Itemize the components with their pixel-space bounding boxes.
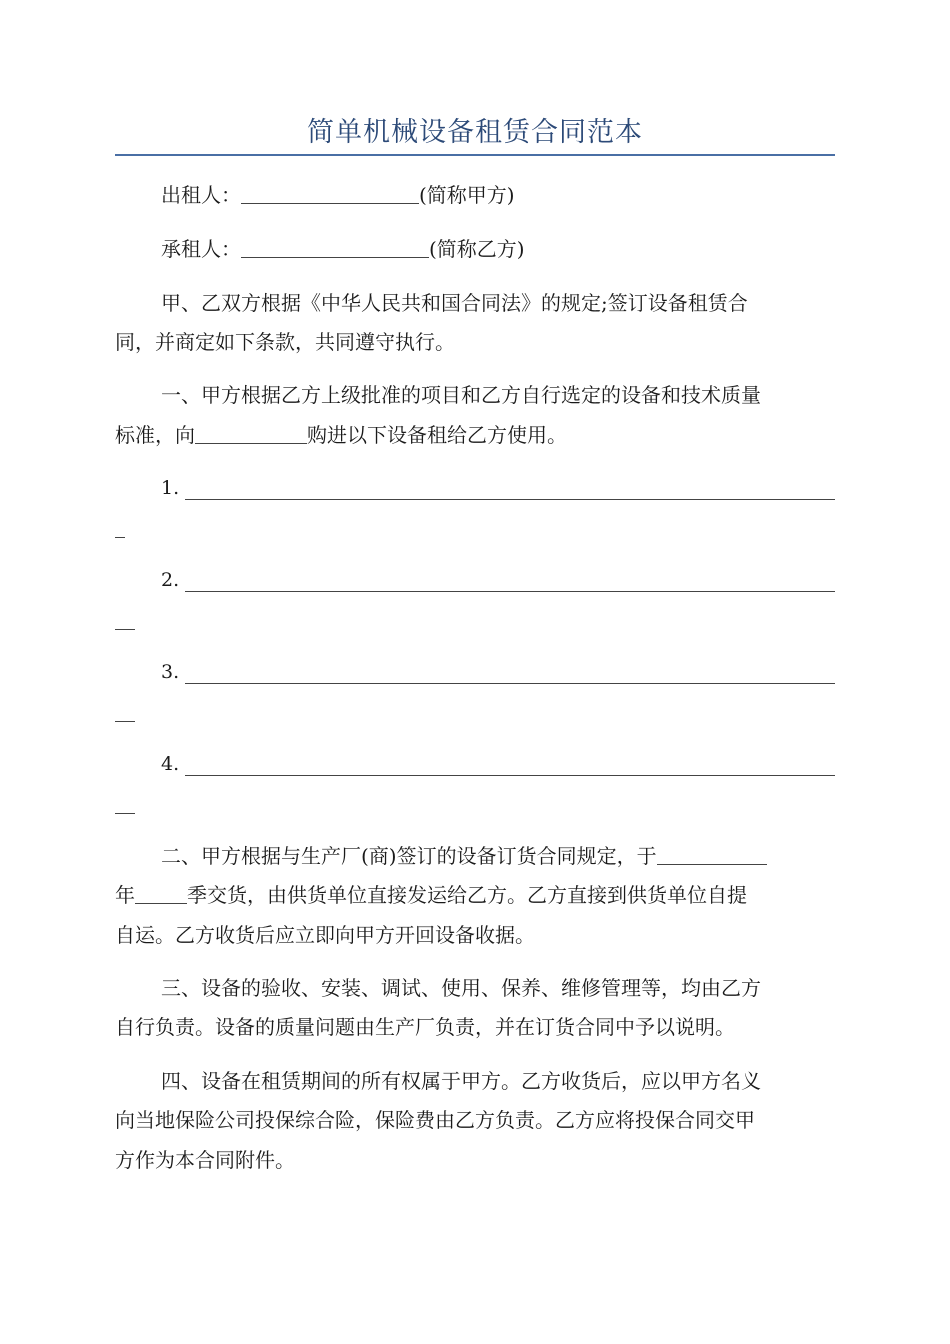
lessor-label: 出租人： <box>161 183 241 207</box>
clause3-line-2: 自行负责。设备的质量问题由生产厂负责，并在订货合同中予以说明。 <box>115 1015 735 1039</box>
clause2-line-1 <box>115 836 835 876</box>
clause2-line-3: 自运。乙方收货后应立即向甲方开回设备收据。 <box>115 923 535 947</box>
clause1-line-2 <box>115 415 835 455</box>
lessee-label: 承租人： <box>161 237 241 261</box>
clause2-delivery: 季交货，由供货单位直接发运给乙方。乙方直接到供货单位自提 <box>187 883 747 907</box>
document-title: 简单机械设备租赁合同范本 <box>307 117 643 148</box>
item-number: 4. <box>161 753 180 775</box>
clause3-line-1: 三、设备的验收、安装、调试、使用、保养、维修管理等，均由乙方 <box>161 976 761 1000</box>
item-number: 3. <box>161 661 180 683</box>
clause1-suffix: 购进以下设备租给乙方使用。 <box>307 423 567 447</box>
item-blank <box>185 591 835 592</box>
item-number: 1. <box>161 477 180 499</box>
title-underline <box>115 154 835 156</box>
item-blank <box>185 683 835 684</box>
lessee-blank <box>241 235 429 258</box>
item-3-tail <box>115 721 135 722</box>
supplier-blank <box>195 421 307 444</box>
clause2-text: 二、甲方根据与生产厂(商)签订的设备订货合同规定，于 <box>161 844 657 868</box>
year-label: 年 <box>115 883 135 907</box>
lessor-line <box>115 175 835 215</box>
item-4-tail <box>115 813 135 814</box>
item-2-tail <box>115 629 135 630</box>
year-blank <box>657 842 767 865</box>
clause4-line-1: 四、设备在租赁期间的所有权属于甲方。乙方收货后，应以甲方名义 <box>161 1069 761 1093</box>
lessee-suffix: (简称乙方) <box>429 237 525 261</box>
item-number: 2. <box>161 569 180 591</box>
item-blank <box>185 775 835 776</box>
lessor-suffix: (简称甲方) <box>419 183 515 207</box>
lessor-blank <box>241 181 419 204</box>
intro-line-2: 同，并商定如下条款，共同遵守执行。 <box>115 330 455 354</box>
item-1-tail <box>115 537 125 538</box>
clause1-line-1: 一、甲方根据乙方上级批准的项目和乙方自行选定的设备和技术质量 <box>161 383 761 407</box>
intro-line-1: 甲、乙双方根据《中华人民共和国合同法》的规定;签订设备租赁合 <box>161 291 748 315</box>
quarter-blank <box>135 881 187 904</box>
item-blank <box>185 499 835 500</box>
clause4-line-3: 方作为本合同附件。 <box>115 1148 295 1172</box>
lessee-line <box>115 229 835 269</box>
clause1-prefix: 标准，向 <box>115 423 195 447</box>
clause2-line-2 <box>115 875 835 915</box>
clause4-line-2: 向当地保险公司投保综合险，保险费由乙方负责。乙方应将投保合同交甲 <box>115 1108 755 1132</box>
